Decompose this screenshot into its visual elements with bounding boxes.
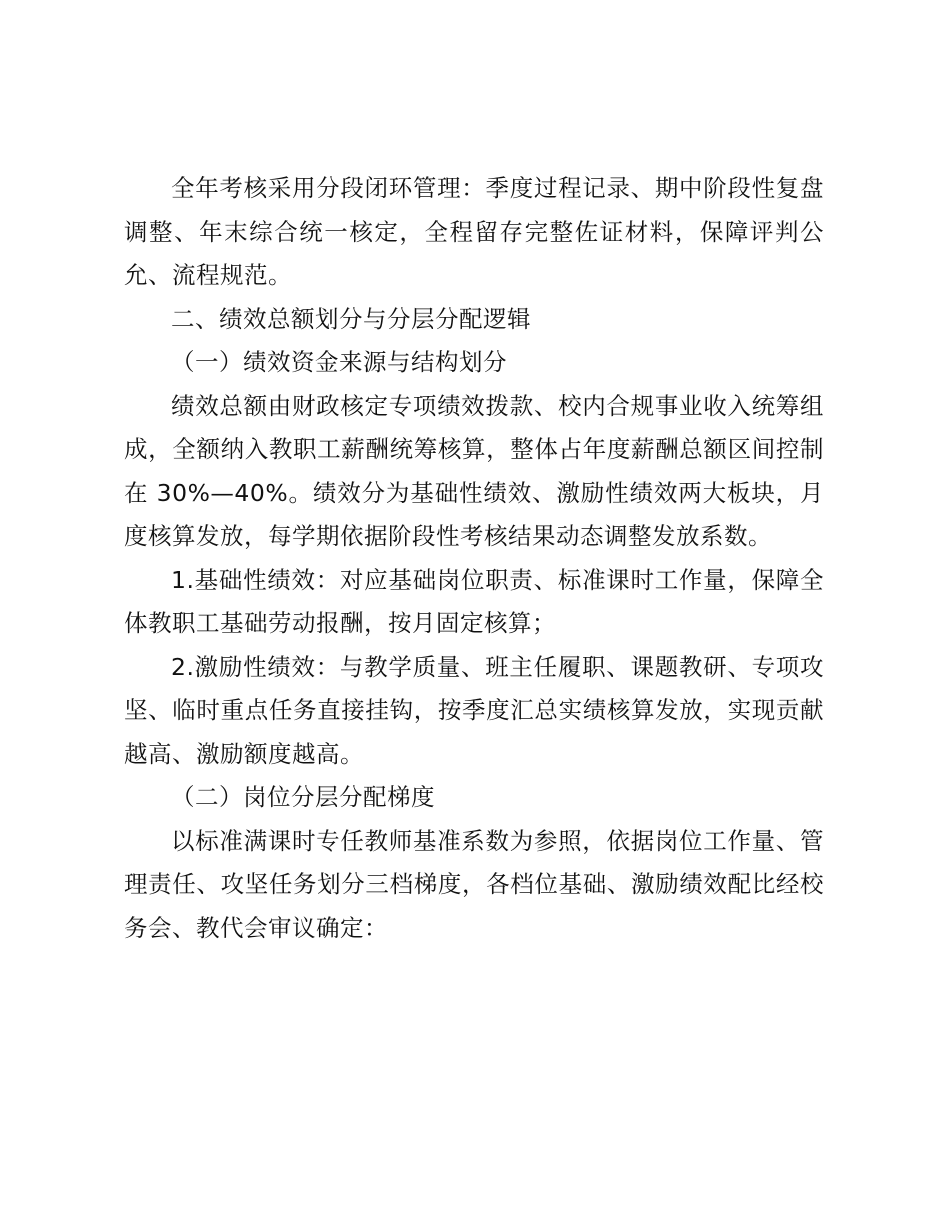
paragraph-fund-structure: 绩效总额由财政核定专项绩效拨款、校内合规事业收入统筹组成，全额纳入教职工薪酬统筹核算，整体占年度薪酬总额区间控制在 30%—40%。绩效分为基础性绩效、激励性绩效两大板块，月度核算发放，每学期依据阶段性考核结果动态调整发放系数。	[124, 391, 824, 550]
paragraph-position-gradient: 以标准满课时专任教师基准系数为参照，依据岗位工作量、管理责任、攻坚任务划分三档梯度，各档位基础、激励绩效配比经校务会、教代会审议确定：	[124, 826, 824, 942]
document-body	[124, 167, 824, 950]
list-item-incentive-performance: 2.激励性绩效：与教学质量、班主任履职、课题教研、专项攻坚、临时重点任务直接挂钩，按季度汇总实绩核算发放，实现贡献越高、激励额度越高。	[124, 652, 824, 768]
subsection-heading-2-1: （一）绩效资金来源与结构划分	[171, 348, 507, 376]
list-item-basic-performance: 1.基础性绩效：对应基础岗位职责、标准课时工作量，保障全体教职工基础劳动报酬，按月固定核算；	[124, 565, 824, 637]
subsection-heading-2-2: （二）岗位分层分配梯度	[171, 783, 435, 811]
paragraph-assessment-management: 全年考核采用分段闭环管理：季度过程记录、期中阶段性复盘调整、年末综合统一核定，全程留存完整佐证材料，保障评判公允、流程规范。	[124, 174, 824, 289]
section-heading-2: 二、绩效总额划分与分层分配逻辑	[171, 304, 531, 333]
